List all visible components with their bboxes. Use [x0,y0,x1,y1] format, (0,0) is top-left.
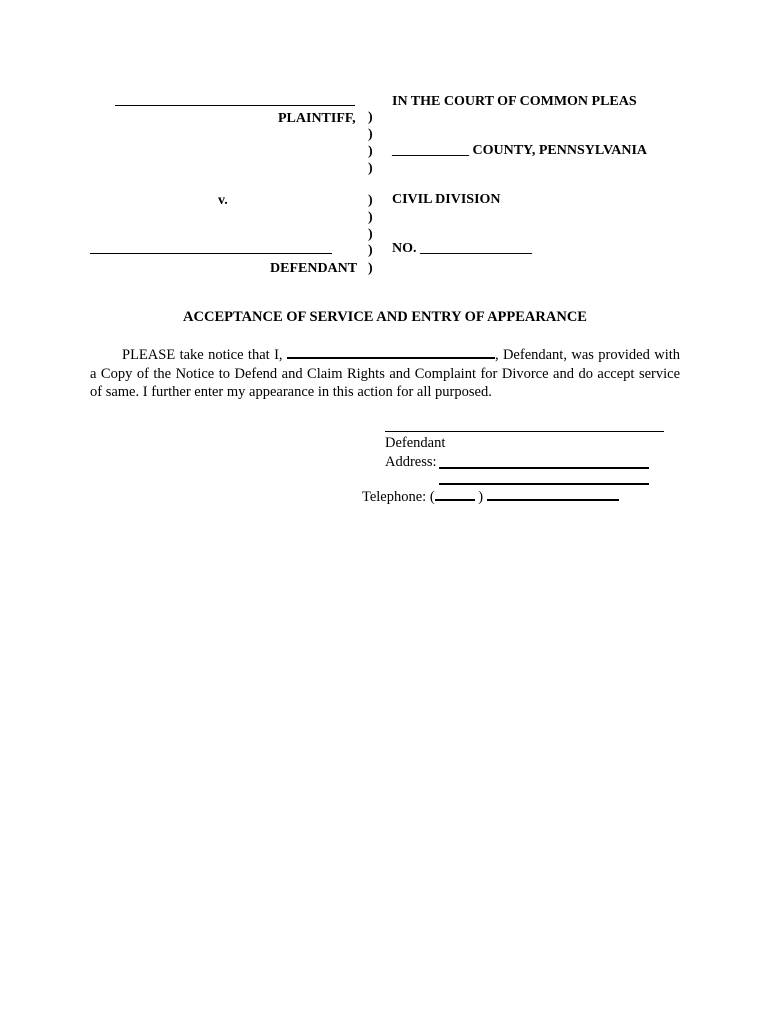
caption-paren: ) [368,110,373,125]
defendant-name-blank[interactable] [287,345,495,359]
caption-paren: ) [368,210,373,225]
civil-division-label: CIVIL DIVISION [392,192,501,207]
defendant-signature-line[interactable] [385,431,664,432]
address-line-2[interactable] [439,483,649,485]
case-number-line [392,241,532,257]
telephone-label: Telephone: ( [362,489,435,505]
telephone-close-paren: ) [478,489,484,505]
caption-paren: ) [368,193,373,208]
case-number-label: NO. [392,241,417,256]
body-part-1: PLEASE take notice that I, [122,347,283,363]
defendant-label: DEFENDANT [270,261,358,276]
caption-paren: ) [368,144,373,159]
address-line-1[interactable] [439,467,649,469]
telephone-row [362,489,619,506]
caption-paren: ) [368,243,373,258]
telephone-area-code-blank[interactable] [435,489,475,501]
county-line [392,143,647,159]
defendant-signature-label: Defendant [385,435,446,451]
telephone-number-blank[interactable] [487,489,619,501]
caption-paren: ) [368,227,373,242]
plaintiff-label: PLAINTIFF, [278,111,356,126]
plaintiff-name-line[interactable] [115,105,355,106]
caption-paren: ) [368,261,373,276]
defendant-name-line[interactable] [90,253,332,254]
court-name: IN THE COURT OF COMMON PLEAS [392,94,637,109]
case-number-blank[interactable]: ________________ [420,241,532,256]
versus-label: v. [218,193,228,208]
body-paragraph [90,345,680,402]
document-title: ACCEPTANCE OF SERVICE AND ENTRY OF APPEARANCE [183,309,587,325]
county-blank[interactable]: ___________ [392,143,469,158]
address-label: Address: [385,454,437,470]
body-part-2: , Defendant, was provided with a Copy of the Notice to Defend and Claim Rights and Complaint for Divorce and do accept service of same. I further enter my appearance in this action for all purposed. [90,347,681,400]
county-label: COUNTY, PENNSYLVANIA [472,143,648,158]
caption-paren: ) [368,127,373,142]
caption-paren: ) [368,161,373,176]
case-caption [0,0,770,290]
